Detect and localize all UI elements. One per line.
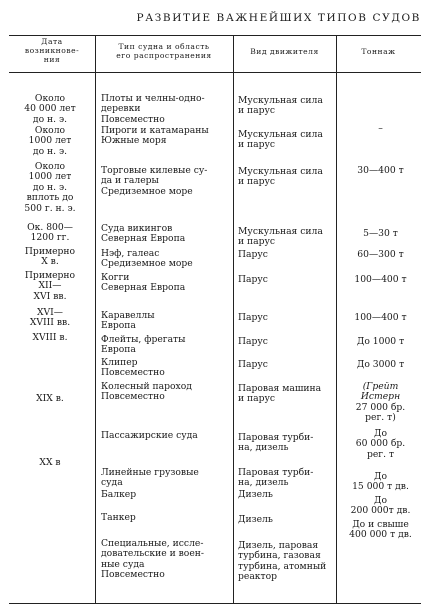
row-date: XVIII в. [32,332,68,343]
row-date: XX в [39,457,61,468]
row-propulsion: Дизель [238,489,273,500]
column-divider [95,35,96,603]
row-tonnage: До 15 000 т дв. [352,471,409,493]
row-propulsion: Паровая турби- на, дизель [238,467,314,489]
header-propulsion: Вид движителя [250,47,319,56]
row-ship-type: Специальные, иссле- довательские и воен- ные суда Повсеместно [101,538,204,581]
row-ship-type: Плоты и челны-одно- деревки Повсеместно [101,93,205,125]
row-propulsion: Мускульная сила и парус [238,95,323,117]
row-date: XVI— XVIII вв. [29,307,71,329]
row-tonnage: – [378,123,383,134]
row-tonnage: 60—300 т [357,249,404,260]
row-ship-type: Балкер [101,489,137,500]
row-propulsion: Дизель [238,514,273,525]
row-date: XIX в. [36,393,64,404]
row-tonnage: 100—400 т [354,312,407,323]
row-date: Ок. 800— 1200 гг. [27,222,73,244]
row-ship-type: Нэф, галеас Средиземное море [101,248,193,270]
row-propulsion: Мускульная сила и парус [238,129,323,151]
row-ship-type: Пассажирские суда [101,430,198,441]
row-ship-type: Каравеллы Европа [101,310,155,332]
row-date: Около 1000 лет до н. э. вплоть до 500 г. н. э. [24,161,76,214]
row-ship-type: Суда викингов Северная Европа [101,223,186,245]
row-propulsion: Мускульная сила и парус [238,166,323,188]
row-propulsion: Парус [238,312,268,323]
header-bottom-rule [9,72,421,73]
row-ship-type: Танкер [101,512,136,523]
row-tonnage: До и свыше 400 000 т дв. [349,519,412,541]
column-divider [233,35,234,603]
row-propulsion: Парус [238,274,268,285]
row-tonnage-note: (Грейт Истерн [360,381,401,403]
row-ship-type: Торговые килевые су- да и галеры Средиземное море [101,165,208,197]
row-tonnage: 30—400 т [357,165,404,176]
row-ship-type: Клипер Повсеместно [101,357,165,379]
row-tonnage: 27 000 бр. рег. т) [355,402,406,424]
row-date: Примерно X в. [24,246,76,268]
row-tonnage: 100—400 т [354,274,407,285]
row-ship-type: Когги Северная Европа [101,272,186,294]
row-ship-type: Колесный пароход Повсеместно [101,381,192,403]
row-propulsion: Паровая машина и парус [238,383,322,405]
row-tonnage: До 1000 т [356,336,405,347]
row-tonnage: До 60 000 бр. рег. т [355,428,406,460]
row-tonnage: До 3000 т [356,359,405,370]
row-date: Около 40 000 лет до н. э. [24,93,76,125]
header-ship-type: Тип судна и область его распространения [116,42,212,60]
header-tonnage: Тоннаж [361,47,396,56]
row-tonnage: До 200 000т дв. [350,495,411,517]
row-date: Около 1000 лет до н. э. [28,125,72,157]
row-propulsion: Парус [238,336,268,347]
row-date: Примерно XII— XVI вв. [24,270,76,302]
row-propulsion: Дизель, паровая турбина, газовая турбина, атомный реактор [238,540,327,583]
row-ship-type: Флейты, фрегаты Европа [101,334,186,356]
table-title: РАЗВИТИЕ ВАЖНЕЙШИХ ТИПОВ СУДОВ [136,12,421,24]
table-top-rule [9,35,421,36]
ship-types-table [9,35,421,603]
row-ship-type: Линейные грузовые суда [101,467,199,489]
row-tonnage: 5—30 т [363,228,398,239]
row-propulsion: Паровая турби- на, дизель [238,432,314,454]
row-propulsion: Парус [238,249,268,260]
table-bottom-rule [9,603,421,604]
row-ship-type: Пироги и катамараны Южные моря [101,125,209,147]
header-date: Дата возникнове- ния [24,37,80,64]
row-propulsion: Мускульная сила и парус [238,226,323,248]
row-propulsion: Парус [238,359,268,370]
